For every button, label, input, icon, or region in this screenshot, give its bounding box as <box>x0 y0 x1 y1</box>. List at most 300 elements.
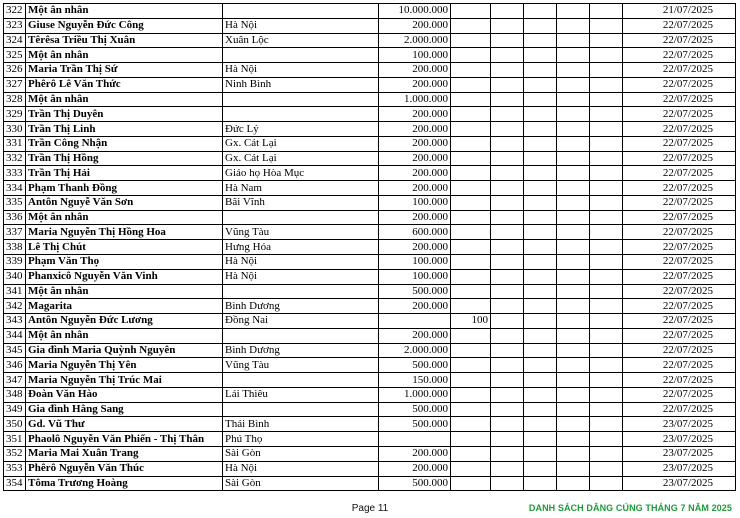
empty-cell <box>524 122 557 137</box>
empty-cell <box>491 195 524 210</box>
empty-cell <box>590 255 623 270</box>
donor-address: Đồng Nai <box>223 314 379 329</box>
amount-usd <box>451 122 491 137</box>
empty-cell <box>590 151 623 166</box>
empty-cell <box>491 63 524 78</box>
table-row <box>4 255 736 270</box>
amount-vnd: 500.000 <box>379 417 451 432</box>
amount-vnd: 600.000 <box>379 225 451 240</box>
donor-name: Một ân nhân <box>26 92 223 107</box>
donor-name: Gia đình Hằng Sang <box>26 402 223 417</box>
donation-date: 22/07/2025 <box>623 107 736 122</box>
empty-cell <box>491 181 524 196</box>
amount-usd <box>451 476 491 491</box>
empty-cell <box>557 181 590 196</box>
row-number: 327 <box>4 77 26 92</box>
amount-vnd: 200.000 <box>379 107 451 122</box>
table-row <box>4 181 736 196</box>
row-number: 343 <box>4 314 26 329</box>
row-number: 349 <box>4 402 26 417</box>
empty-cell <box>557 225 590 240</box>
donor-name: Trần Công Nhận <box>26 136 223 151</box>
row-number: 340 <box>4 269 26 284</box>
amount-vnd: 100.000 <box>379 255 451 270</box>
empty-cell <box>491 432 524 447</box>
amount-usd <box>451 417 491 432</box>
donation-date: 22/07/2025 <box>623 240 736 255</box>
amount-vnd: 200.000 <box>379 328 451 343</box>
empty-cell <box>590 48 623 63</box>
row-number: 346 <box>4 358 26 373</box>
empty-cell <box>590 328 623 343</box>
empty-cell <box>524 210 557 225</box>
empty-cell <box>557 417 590 432</box>
donor-name: Phaolô Nguyễn Văn Phiến - Thị Thân <box>26 432 223 447</box>
page-number: Page 11 <box>351 503 389 514</box>
donor-name: Một ân nhân <box>26 48 223 63</box>
empty-cell <box>524 48 557 63</box>
empty-cell <box>590 225 623 240</box>
donation-date: 22/07/2025 <box>623 269 736 284</box>
row-number: 352 <box>4 446 26 461</box>
donor-name: Phêrô Nguyễn Văn Thúc <box>26 461 223 476</box>
empty-cell <box>491 284 524 299</box>
donor-address <box>223 92 379 107</box>
donation-date: 22/07/2025 <box>623 284 736 299</box>
donor-address: Bình Dương <box>223 343 379 358</box>
amount-vnd: 200.000 <box>379 151 451 166</box>
amount-usd <box>451 77 491 92</box>
row-number: 328 <box>4 92 26 107</box>
empty-cell <box>590 269 623 284</box>
empty-cell <box>557 328 590 343</box>
amount-usd <box>451 387 491 402</box>
empty-cell <box>491 255 524 270</box>
donor-name: Maria Mai Xuân Trang <box>26 446 223 461</box>
donor-address: Giáo họ Hòa Mục <box>223 166 379 181</box>
empty-cell <box>590 476 623 491</box>
amount-vnd: 200.000 <box>379 122 451 137</box>
table-row <box>4 107 736 122</box>
donor-address: Sài Gòn <box>223 476 379 491</box>
donor-address: Bình Dương <box>223 299 379 314</box>
empty-cell <box>524 166 557 181</box>
empty-cell <box>491 314 524 329</box>
donation-date: 22/07/2025 <box>623 18 736 33</box>
amount-vnd: 500.000 <box>379 284 451 299</box>
empty-cell <box>590 402 623 417</box>
amount-vnd: 200.000 <box>379 166 451 181</box>
donation-date: 22/07/2025 <box>623 48 736 63</box>
donor-name: Một ân nhân <box>26 284 223 299</box>
empty-cell <box>590 166 623 181</box>
donor-address: Hà Nội <box>223 63 379 78</box>
amount-usd <box>451 343 491 358</box>
empty-cell <box>590 210 623 225</box>
donor-address: Gx. Cát Lại <box>223 151 379 166</box>
empty-cell <box>524 181 557 196</box>
empty-cell <box>524 476 557 491</box>
amount-usd <box>451 18 491 33</box>
amount-vnd: 10.000.000 <box>379 4 451 19</box>
donation-date: 22/07/2025 <box>623 373 736 388</box>
empty-cell <box>557 92 590 107</box>
empty-cell <box>491 343 524 358</box>
empty-cell <box>590 417 623 432</box>
document-title: DANH SÁCH DÂNG CÚNG THÁNG 7 NĂM 2025 <box>528 503 732 513</box>
table-row <box>4 92 736 107</box>
empty-cell <box>491 18 524 33</box>
empty-cell <box>491 151 524 166</box>
donor-address <box>223 373 379 388</box>
donor-name: Lê Thị Chút <box>26 240 223 255</box>
table-row <box>4 461 736 476</box>
donation-date: 22/07/2025 <box>623 136 736 151</box>
empty-cell <box>491 299 524 314</box>
empty-cell <box>557 48 590 63</box>
table-row <box>4 77 736 92</box>
donor-address: Vũng Tàu <box>223 358 379 373</box>
amount-usd <box>451 210 491 225</box>
donation-date: 22/07/2025 <box>623 402 736 417</box>
empty-cell <box>590 136 623 151</box>
donor-name: Đoàn Văn Hào <box>26 387 223 402</box>
table-row <box>4 48 736 63</box>
row-number: 350 <box>4 417 26 432</box>
empty-cell <box>557 255 590 270</box>
empty-cell <box>524 195 557 210</box>
empty-cell <box>557 151 590 166</box>
empty-cell <box>524 373 557 388</box>
table-row <box>4 4 736 19</box>
amount-vnd <box>379 432 451 447</box>
donation-date: 23/07/2025 <box>623 446 736 461</box>
empty-cell <box>557 122 590 137</box>
donor-address: Ninh Bình <box>223 77 379 92</box>
empty-cell <box>557 461 590 476</box>
donation-date: 22/07/2025 <box>623 63 736 78</box>
empty-cell <box>524 417 557 432</box>
empty-cell <box>491 33 524 48</box>
amount-vnd: 100.000 <box>379 48 451 63</box>
donor-address: Hà Nam <box>223 181 379 196</box>
amount-vnd: 200.000 <box>379 63 451 78</box>
amount-usd <box>451 92 491 107</box>
empty-cell <box>491 92 524 107</box>
donation-date: 22/07/2025 <box>623 314 736 329</box>
table-row <box>4 373 736 388</box>
table-row <box>4 402 736 417</box>
table-row <box>4 343 736 358</box>
empty-cell <box>524 387 557 402</box>
empty-cell <box>590 314 623 329</box>
amount-vnd: 1.000.000 <box>379 92 451 107</box>
donor-address: Bãi Vĩnh <box>223 195 379 210</box>
amount-vnd: 200.000 <box>379 240 451 255</box>
amount-vnd: 200.000 <box>379 299 451 314</box>
amount-usd <box>451 373 491 388</box>
donor-name: Magarita <box>26 299 223 314</box>
row-number: 347 <box>4 373 26 388</box>
empty-cell <box>590 299 623 314</box>
empty-cell <box>590 4 623 19</box>
donor-name: Antôn Nguyễn Đức Lương <box>26 314 223 329</box>
empty-cell <box>524 299 557 314</box>
amount-vnd <box>379 314 451 329</box>
empty-cell <box>524 269 557 284</box>
empty-cell <box>557 284 590 299</box>
empty-cell <box>557 446 590 461</box>
empty-cell <box>491 402 524 417</box>
amount-usd <box>451 446 491 461</box>
donor-address: Hưng Hóa <box>223 240 379 255</box>
donation-date: 22/07/2025 <box>623 255 736 270</box>
donation-date: 22/07/2025 <box>623 210 736 225</box>
empty-cell <box>524 136 557 151</box>
donor-address: Xuân Lộc <box>223 33 379 48</box>
empty-cell <box>590 240 623 255</box>
empty-cell <box>491 122 524 137</box>
empty-cell <box>491 107 524 122</box>
amount-vnd: 200.000 <box>379 446 451 461</box>
row-number: 330 <box>4 122 26 137</box>
amount-vnd: 1.000.000 <box>379 387 451 402</box>
empty-cell <box>524 240 557 255</box>
amount-vnd: 200.000 <box>379 77 451 92</box>
donor-name: Một ân nhân <box>26 210 223 225</box>
empty-cell <box>557 343 590 358</box>
amount-usd <box>451 358 491 373</box>
amount-vnd: 200.000 <box>379 181 451 196</box>
empty-cell <box>524 314 557 329</box>
empty-cell <box>557 402 590 417</box>
empty-cell <box>491 417 524 432</box>
donor-address: Sài Gòn <box>223 446 379 461</box>
donor-name: Têrêsa Triều Thị Xuân <box>26 33 223 48</box>
table-row <box>4 417 736 432</box>
donor-address <box>223 210 379 225</box>
empty-cell <box>590 107 623 122</box>
donor-name: Một ân nhân <box>26 328 223 343</box>
table-row <box>4 63 736 78</box>
empty-cell <box>491 328 524 343</box>
empty-cell <box>491 476 524 491</box>
row-number: 337 <box>4 225 26 240</box>
table-row <box>4 476 736 491</box>
row-number: 325 <box>4 48 26 63</box>
amount-vnd: 500.000 <box>379 402 451 417</box>
donor-address: Hà Nội <box>223 461 379 476</box>
donor-address <box>223 48 379 63</box>
empty-cell <box>590 122 623 137</box>
empty-cell <box>557 432 590 447</box>
table-row <box>4 225 736 240</box>
donation-date: 23/07/2025 <box>623 461 736 476</box>
empty-cell <box>491 240 524 255</box>
empty-cell <box>491 373 524 388</box>
empty-cell <box>524 151 557 166</box>
donation-date: 22/07/2025 <box>623 358 736 373</box>
empty-cell <box>557 18 590 33</box>
donor-name: Trần Thị Linh <box>26 122 223 137</box>
amount-usd: 100 <box>451 314 491 329</box>
donor-address: Gx. Cát Lại <box>223 136 379 151</box>
empty-cell <box>557 240 590 255</box>
table-row <box>4 240 736 255</box>
amount-usd <box>451 63 491 78</box>
row-number: 348 <box>4 387 26 402</box>
amount-vnd: 2.000.000 <box>379 33 451 48</box>
table-row <box>4 432 736 447</box>
empty-cell <box>524 343 557 358</box>
table-row <box>4 358 736 373</box>
donor-name: Phanxicô Nguyễn Văn Vinh <box>26 269 223 284</box>
table-row <box>4 314 736 329</box>
row-number: 353 <box>4 461 26 476</box>
amount-usd <box>451 48 491 63</box>
donor-address: Lái Thiêu <box>223 387 379 402</box>
donor-address <box>223 328 379 343</box>
row-number: 354 <box>4 476 26 491</box>
amount-vnd: 500.000 <box>379 358 451 373</box>
donor-address: Phú Thọ <box>223 432 379 447</box>
donation-date: 22/07/2025 <box>623 195 736 210</box>
empty-cell <box>491 461 524 476</box>
empty-cell <box>491 225 524 240</box>
donor-address: Vũng Tàu <box>223 225 379 240</box>
empty-cell <box>491 136 524 151</box>
donation-date: 22/07/2025 <box>623 328 736 343</box>
amount-usd <box>451 181 491 196</box>
row-number: 341 <box>4 284 26 299</box>
empty-cell <box>524 358 557 373</box>
donor-name: Giuse Nguyễn Đức Công <box>26 18 223 33</box>
amount-usd <box>451 225 491 240</box>
amount-vnd: 100.000 <box>379 195 451 210</box>
donor-name: Maria Nguyễn Thị Hồng Hoa <box>26 225 223 240</box>
donor-address <box>223 107 379 122</box>
empty-cell <box>491 210 524 225</box>
donor-name: Một ân nhân <box>26 4 223 19</box>
donor-name: Trần Thị Hồng <box>26 151 223 166</box>
empty-cell <box>590 63 623 78</box>
table-row <box>4 328 736 343</box>
table-row <box>4 33 736 48</box>
row-number: 336 <box>4 210 26 225</box>
donor-name: Tôma Trương Hoàng <box>26 476 223 491</box>
donor-address: Đức Lý <box>223 122 379 137</box>
donation-date: 22/07/2025 <box>623 151 736 166</box>
donor-address <box>223 4 379 19</box>
empty-cell <box>524 225 557 240</box>
amount-usd <box>451 269 491 284</box>
row-number: 322 <box>4 4 26 19</box>
amount-vnd: 200.000 <box>379 18 451 33</box>
donation-date: 22/07/2025 <box>623 33 736 48</box>
donation-date: 22/07/2025 <box>623 181 736 196</box>
amount-usd <box>451 136 491 151</box>
empty-cell <box>524 4 557 19</box>
amount-usd <box>451 166 491 181</box>
empty-cell <box>590 77 623 92</box>
row-number: 323 <box>4 18 26 33</box>
empty-cell <box>557 299 590 314</box>
donation-date: 23/07/2025 <box>623 432 736 447</box>
empty-cell <box>524 461 557 476</box>
donation-date: 22/07/2025 <box>623 225 736 240</box>
donor-address: Hà Nội <box>223 18 379 33</box>
empty-cell <box>590 92 623 107</box>
row-number: 331 <box>4 136 26 151</box>
amount-usd <box>451 328 491 343</box>
donor-name: Phạm Thanh Đồng <box>26 181 223 196</box>
table-row <box>4 269 736 284</box>
table-row <box>4 195 736 210</box>
empty-cell <box>524 92 557 107</box>
row-number: 329 <box>4 107 26 122</box>
table-row <box>4 446 736 461</box>
empty-cell <box>557 387 590 402</box>
empty-cell <box>524 328 557 343</box>
empty-cell <box>557 358 590 373</box>
empty-cell <box>557 476 590 491</box>
donation-date: 22/07/2025 <box>623 387 736 402</box>
table-row <box>4 136 736 151</box>
empty-cell <box>557 107 590 122</box>
empty-cell <box>557 269 590 284</box>
amount-usd <box>451 255 491 270</box>
donation-date: 21/07/2025 <box>623 4 736 19</box>
empty-cell <box>557 63 590 78</box>
table-row <box>4 122 736 137</box>
empty-cell <box>590 446 623 461</box>
empty-cell <box>590 195 623 210</box>
empty-cell <box>590 181 623 196</box>
row-number: 338 <box>4 240 26 255</box>
donation-date: 22/07/2025 <box>623 299 736 314</box>
donor-address: Hà Nội <box>223 269 379 284</box>
amount-vnd: 200.000 <box>379 136 451 151</box>
amount-vnd: 100.000 <box>379 269 451 284</box>
row-number: 342 <box>4 299 26 314</box>
row-number: 326 <box>4 63 26 78</box>
table-row <box>4 299 736 314</box>
amount-vnd: 2.000.000 <box>379 343 451 358</box>
donation-date: 22/07/2025 <box>623 92 736 107</box>
amount-vnd: 200.000 <box>379 210 451 225</box>
donor-name: Trần Thị Duyên <box>26 107 223 122</box>
table-row <box>4 210 736 225</box>
empty-cell <box>590 343 623 358</box>
row-number: 333 <box>4 166 26 181</box>
donation-date: 23/07/2025 <box>623 417 736 432</box>
empty-cell <box>491 387 524 402</box>
empty-cell <box>590 284 623 299</box>
row-number: 345 <box>4 343 26 358</box>
row-number: 339 <box>4 255 26 270</box>
empty-cell <box>491 358 524 373</box>
amount-usd <box>451 240 491 255</box>
donor-address <box>223 284 379 299</box>
empty-cell <box>557 195 590 210</box>
empty-cell <box>524 432 557 447</box>
empty-cell <box>524 33 557 48</box>
empty-cell <box>557 77 590 92</box>
empty-cell <box>590 387 623 402</box>
donor-address: Hà Nội <box>223 255 379 270</box>
donation-date: 22/07/2025 <box>623 77 736 92</box>
empty-cell <box>491 446 524 461</box>
